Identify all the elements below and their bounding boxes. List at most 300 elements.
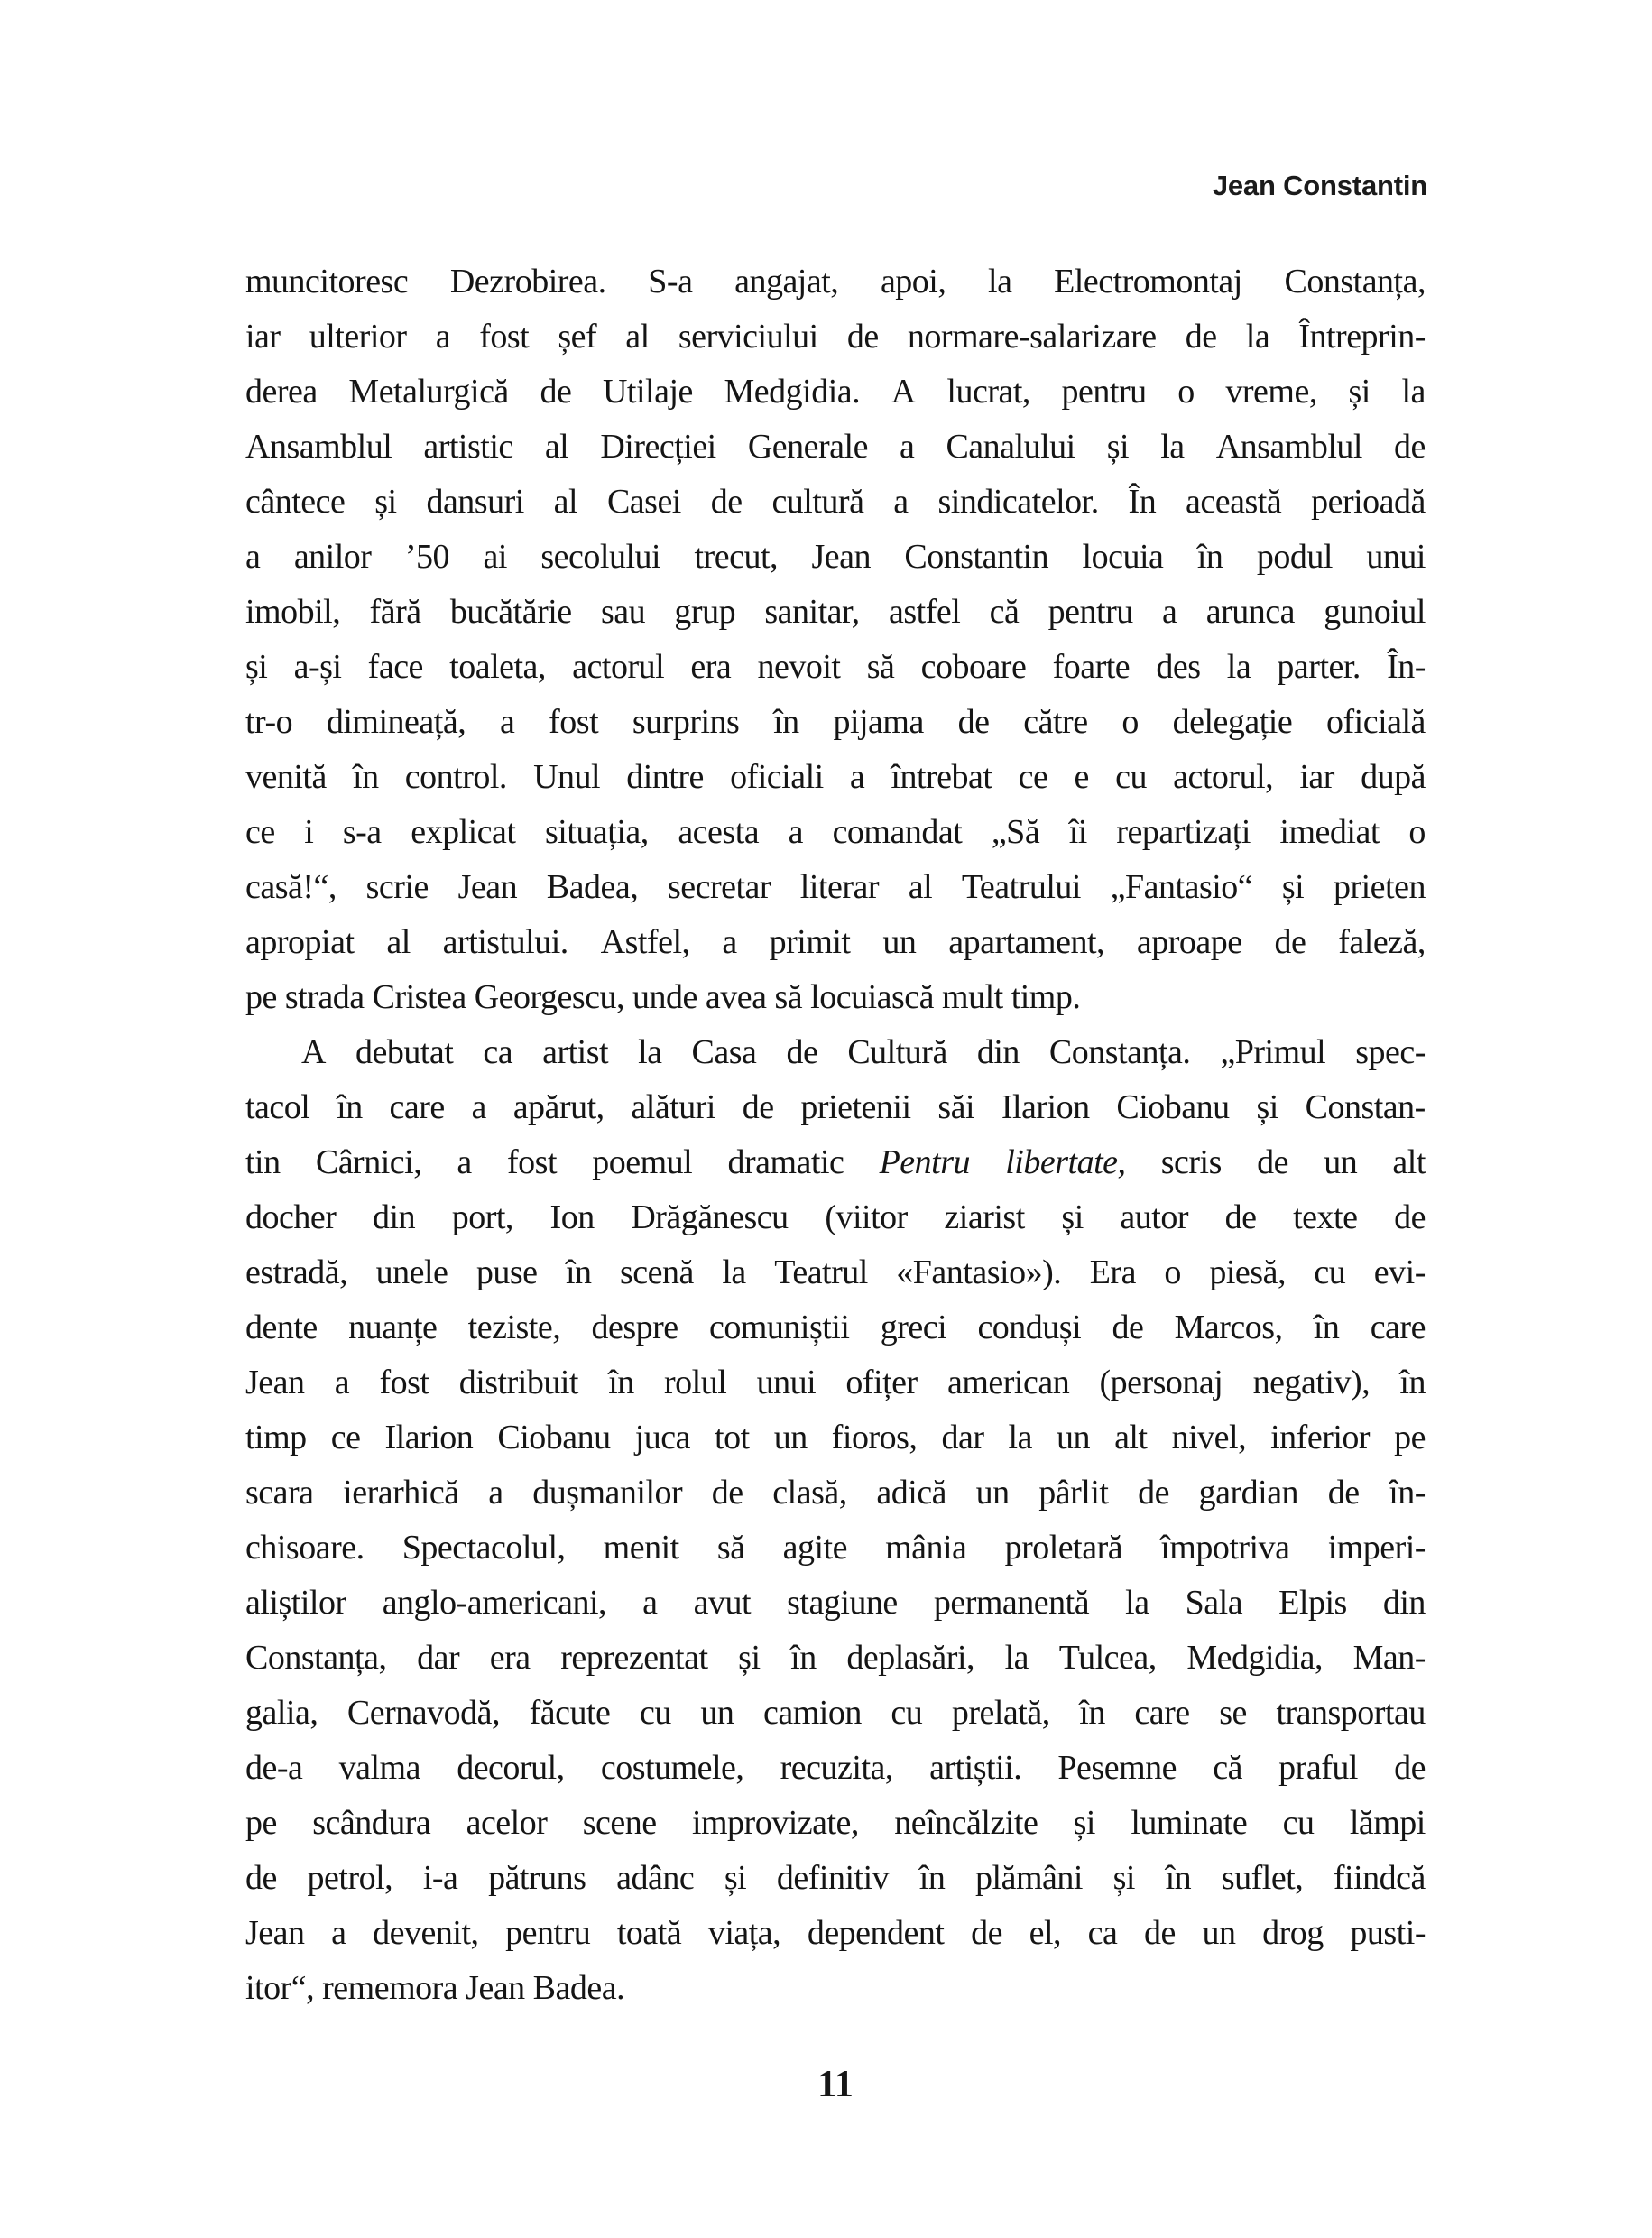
word: normare-salarizare bbox=[907, 318, 1157, 356]
word: În bbox=[1128, 483, 1157, 521]
word: pe bbox=[1394, 1419, 1426, 1457]
word: Medgidia. bbox=[724, 373, 861, 411]
word: îi bbox=[1068, 813, 1087, 851]
word: docher bbox=[245, 1198, 337, 1236]
word: lămpi bbox=[1349, 1804, 1426, 1842]
word: ulterior bbox=[309, 318, 407, 356]
word: la bbox=[1226, 648, 1251, 686]
word: și bbox=[1073, 1804, 1095, 1842]
word: camion bbox=[762, 1694, 862, 1732]
word: decorul, bbox=[457, 1749, 565, 1787]
word: sau bbox=[600, 593, 646, 631]
word: fost bbox=[549, 703, 599, 741]
word: o bbox=[1164, 1253, 1181, 1291]
word: artist bbox=[542, 1033, 609, 1071]
word: acesta bbox=[678, 813, 760, 851]
word: e bbox=[1074, 758, 1089, 796]
word: de bbox=[1394, 428, 1426, 466]
word: Pesemne bbox=[1057, 1749, 1177, 1787]
word: un bbox=[773, 1419, 808, 1457]
word: A bbox=[301, 1033, 326, 1071]
word: din bbox=[373, 1198, 416, 1236]
word: Constantin bbox=[904, 538, 1049, 576]
word: alt bbox=[1392, 1143, 1426, 1181]
word: piesă, bbox=[1209, 1253, 1286, 1291]
word: adică bbox=[876, 1474, 947, 1512]
word: în bbox=[337, 1088, 363, 1126]
word: Casa bbox=[691, 1033, 757, 1071]
word: Ansamblul bbox=[1215, 428, 1362, 466]
word: la bbox=[1125, 1584, 1149, 1622]
word: rolul bbox=[664, 1364, 727, 1401]
text-line bbox=[245, 805, 1426, 860]
word: a bbox=[1162, 593, 1177, 631]
word: a bbox=[488, 1474, 503, 1512]
word: de-a bbox=[245, 1749, 303, 1787]
word: Era bbox=[1089, 1253, 1136, 1291]
word: proletară bbox=[1004, 1529, 1123, 1567]
word: a bbox=[642, 1584, 658, 1622]
word: oficiali bbox=[730, 758, 824, 796]
word: fără bbox=[369, 593, 421, 631]
text-line bbox=[245, 1961, 1426, 2016]
word: trecut, bbox=[694, 538, 779, 576]
word: a bbox=[499, 703, 515, 741]
word: Cultură bbox=[847, 1033, 947, 1071]
word: făcute bbox=[529, 1694, 611, 1732]
word: port, bbox=[451, 1198, 513, 1236]
word: această bbox=[1186, 483, 1282, 521]
word: juca bbox=[634, 1419, 690, 1457]
word: în bbox=[1399, 1364, 1426, 1401]
word: cu bbox=[891, 1694, 923, 1732]
word: petrol, bbox=[307, 1859, 393, 1897]
word: gardian bbox=[1198, 1474, 1299, 1512]
word: Ion bbox=[549, 1198, 595, 1236]
word: cu bbox=[1115, 758, 1147, 796]
word: de bbox=[1224, 1198, 1257, 1236]
word: să bbox=[716, 1529, 745, 1567]
word: viața, bbox=[707, 1914, 781, 1952]
word: fost bbox=[379, 1364, 429, 1401]
text-line bbox=[245, 365, 1426, 420]
word: din bbox=[1382, 1584, 1426, 1622]
word: Pentru bbox=[879, 1143, 971, 1181]
word: anilor bbox=[293, 538, 372, 576]
word: Utilaje bbox=[602, 373, 693, 411]
word: evi- bbox=[1373, 1253, 1426, 1291]
word: a bbox=[331, 1914, 346, 1952]
word: după bbox=[1361, 758, 1426, 796]
word: aproape bbox=[1136, 923, 1242, 961]
word: recuzita, bbox=[780, 1749, 893, 1787]
word: puse bbox=[475, 1253, 538, 1291]
text-line bbox=[245, 1906, 1426, 1961]
word: distribuit bbox=[458, 1364, 578, 1401]
word: fiindcă bbox=[1333, 1859, 1426, 1897]
word: i bbox=[304, 813, 314, 851]
word: Generale bbox=[747, 428, 868, 466]
word: Astfel, bbox=[600, 923, 690, 961]
word: șef bbox=[558, 318, 597, 356]
text-line bbox=[245, 970, 1426, 1025]
text-line bbox=[245, 310, 1426, 365]
word: și bbox=[1348, 373, 1371, 411]
word: Medgidia, bbox=[1186, 1639, 1323, 1677]
word: cu bbox=[1282, 1804, 1315, 1842]
word: de bbox=[846, 318, 879, 356]
word: Badea, bbox=[546, 868, 639, 906]
word: dar bbox=[417, 1639, 460, 1677]
word: în bbox=[1165, 1859, 1192, 1897]
word: astfel bbox=[888, 593, 961, 631]
word: unui bbox=[756, 1364, 817, 1401]
text-line bbox=[245, 860, 1426, 915]
word: a-și bbox=[293, 648, 342, 686]
word: parter. bbox=[1277, 648, 1361, 686]
word: Spectacolul, bbox=[401, 1529, 566, 1567]
word: agite bbox=[782, 1529, 847, 1567]
word: și bbox=[245, 648, 268, 686]
word: scara bbox=[245, 1474, 314, 1512]
text-line bbox=[245, 695, 1426, 750]
word: (personaj bbox=[1099, 1364, 1223, 1401]
word: dramatic bbox=[727, 1143, 844, 1181]
word: Dezrobirea. bbox=[449, 263, 606, 301]
word: nivel, bbox=[1171, 1419, 1247, 1457]
word: prelată, bbox=[951, 1694, 1050, 1732]
word: alt bbox=[1114, 1419, 1148, 1457]
word: la bbox=[1401, 373, 1426, 411]
word: de bbox=[1112, 1309, 1144, 1346]
word: derea bbox=[245, 373, 318, 411]
word: S-a bbox=[648, 263, 693, 301]
word: în bbox=[1313, 1309, 1340, 1346]
word: că bbox=[989, 593, 1020, 631]
word: scrie bbox=[365, 868, 429, 906]
text-line bbox=[245, 1080, 1426, 1135]
word: improvizate, bbox=[691, 1804, 859, 1842]
word: Constan- bbox=[1305, 1088, 1426, 1126]
text-line bbox=[245, 1466, 1426, 1521]
word: pentru bbox=[1061, 373, 1147, 411]
word: „Fantasio“ bbox=[1110, 868, 1253, 906]
word: ce bbox=[330, 1419, 361, 1457]
text-line bbox=[245, 475, 1426, 530]
word: de bbox=[742, 1088, 774, 1126]
word: cu bbox=[639, 1694, 671, 1732]
word: greci bbox=[880, 1309, 947, 1346]
word: unele bbox=[375, 1253, 448, 1291]
word: Sala bbox=[1185, 1584, 1243, 1622]
word: apropiat bbox=[245, 923, 355, 961]
word: casă!“, bbox=[245, 868, 337, 906]
word: se bbox=[1219, 1694, 1247, 1732]
word: de bbox=[540, 373, 572, 411]
word: clasă, bbox=[772, 1474, 847, 1512]
word: surprins bbox=[632, 703, 740, 741]
word: fioros, bbox=[831, 1419, 918, 1457]
word: s-a bbox=[342, 813, 382, 851]
word: texte bbox=[1293, 1198, 1358, 1236]
word: Elpis bbox=[1278, 1584, 1347, 1622]
word: imediat bbox=[1279, 813, 1380, 851]
word: spec- bbox=[1355, 1033, 1426, 1071]
word: actorul bbox=[572, 648, 665, 686]
word: costumele, bbox=[600, 1749, 744, 1787]
word: a bbox=[722, 923, 737, 961]
word: dar bbox=[941, 1419, 984, 1457]
word: literar bbox=[799, 868, 879, 906]
word: transportau bbox=[1276, 1694, 1426, 1732]
word: (viitor bbox=[825, 1198, 908, 1236]
word: bucătărie bbox=[449, 593, 572, 631]
word: oficială bbox=[1326, 703, 1426, 741]
word: definitiv bbox=[776, 1859, 890, 1897]
word: pentru bbox=[1047, 593, 1133, 631]
word: și bbox=[374, 483, 397, 521]
word: în bbox=[918, 1859, 946, 1897]
word: explicat bbox=[411, 813, 516, 851]
word: de bbox=[1394, 1749, 1426, 1787]
word: ierarhică bbox=[343, 1474, 459, 1512]
word: un bbox=[975, 1474, 1010, 1512]
text-line bbox=[245, 1025, 1426, 1080]
word: în bbox=[790, 1639, 817, 1677]
word: de bbox=[1274, 923, 1306, 961]
word: la bbox=[722, 1253, 746, 1291]
word: teziste, bbox=[467, 1309, 561, 1346]
text-line bbox=[245, 1135, 1426, 1190]
word: la bbox=[1004, 1639, 1029, 1677]
word: pentru bbox=[505, 1914, 591, 1952]
text-line bbox=[245, 1300, 1426, 1355]
word: către bbox=[1023, 703, 1088, 741]
word: autor bbox=[1120, 1198, 1188, 1236]
word: în bbox=[1196, 538, 1223, 576]
word: dintre bbox=[626, 758, 704, 796]
word: acelor bbox=[466, 1804, 548, 1842]
running-head-author: Jean Constantin bbox=[1212, 170, 1427, 201]
word: perioadă bbox=[1311, 483, 1426, 521]
word: în- bbox=[1389, 1474, 1426, 1512]
word: Ansamblul bbox=[245, 428, 392, 466]
word: i-a bbox=[422, 1859, 458, 1897]
word: praful bbox=[1278, 1749, 1358, 1787]
word: permanentă bbox=[933, 1584, 1090, 1622]
word: poemul bbox=[592, 1143, 693, 1181]
text-line bbox=[245, 530, 1426, 585]
text-block bbox=[245, 254, 1426, 2016]
word: dansuri bbox=[426, 483, 524, 521]
word: tacol bbox=[245, 1088, 310, 1126]
word: a bbox=[245, 538, 261, 576]
word: În- bbox=[1387, 648, 1426, 686]
word: faleză, bbox=[1338, 923, 1426, 961]
word: aliștilor bbox=[245, 1584, 346, 1622]
word: al bbox=[386, 923, 411, 961]
word: dependent bbox=[807, 1914, 945, 1952]
word: comandat bbox=[832, 813, 963, 851]
word: Electromontaj bbox=[1054, 263, 1242, 301]
word: chisoare. bbox=[245, 1529, 365, 1567]
word: Jean bbox=[245, 1364, 305, 1401]
word: la bbox=[1008, 1419, 1032, 1457]
word: timp bbox=[245, 1419, 307, 1457]
text-line bbox=[245, 1741, 1426, 1796]
word: ce bbox=[1018, 758, 1048, 796]
word: galia, bbox=[245, 1694, 318, 1732]
word: care bbox=[1134, 1694, 1190, 1732]
word: a bbox=[471, 1088, 486, 1126]
word: sindicatelor. bbox=[937, 483, 1099, 521]
word: conduși bbox=[977, 1309, 1082, 1346]
word: valma bbox=[338, 1749, 420, 1787]
word: american bbox=[946, 1364, 1070, 1401]
word: al bbox=[908, 868, 933, 906]
word: actorul, bbox=[1173, 758, 1274, 796]
word: și bbox=[1112, 1859, 1135, 1897]
word: ca bbox=[483, 1033, 513, 1071]
word: „Primul bbox=[1220, 1033, 1326, 1071]
word: în bbox=[608, 1364, 634, 1401]
word: nuanțe bbox=[348, 1309, 438, 1346]
word: apărut, bbox=[512, 1088, 605, 1126]
word: grup bbox=[674, 593, 736, 631]
word: coboare bbox=[920, 648, 1027, 686]
word: un bbox=[1324, 1143, 1358, 1181]
word: și bbox=[1106, 428, 1130, 466]
word: Constanța, bbox=[245, 1639, 387, 1677]
word: artistului. bbox=[442, 923, 568, 961]
word: Man- bbox=[1352, 1639, 1426, 1677]
word: din bbox=[976, 1033, 1020, 1071]
word: Ciobanu bbox=[497, 1419, 611, 1457]
word: apartament, bbox=[948, 923, 1105, 961]
word: Ilarion bbox=[1001, 1088, 1090, 1126]
word: a bbox=[457, 1143, 472, 1181]
text-line bbox=[245, 1190, 1426, 1245]
word: Constanța. bbox=[1048, 1033, 1191, 1071]
word: Unul bbox=[533, 758, 601, 796]
word: Ciobanu bbox=[1116, 1088, 1230, 1126]
word: despre bbox=[591, 1309, 678, 1346]
word: de bbox=[711, 1474, 743, 1512]
word: sanitar, bbox=[764, 593, 860, 631]
word: reprezentat bbox=[560, 1639, 708, 1677]
word: de bbox=[1394, 1198, 1426, 1236]
word: tot bbox=[715, 1419, 750, 1457]
word: neîncălzite bbox=[894, 1804, 1038, 1842]
word: fost bbox=[507, 1143, 558, 1181]
word: locuia bbox=[1082, 538, 1164, 576]
word: el, bbox=[1029, 1914, 1062, 1952]
word: fost bbox=[479, 318, 530, 356]
word: un bbox=[1057, 1419, 1091, 1457]
word: inferior bbox=[1270, 1419, 1371, 1457]
word: în bbox=[353, 758, 379, 796]
word: în bbox=[1079, 1694, 1105, 1732]
word: o bbox=[1121, 703, 1139, 741]
word: cântece bbox=[245, 483, 346, 521]
word: nevoit bbox=[757, 648, 841, 686]
word: drog bbox=[1262, 1914, 1324, 1952]
word: la bbox=[1160, 428, 1185, 466]
word: comuniștii bbox=[708, 1309, 850, 1346]
word: Cernavodă, bbox=[346, 1694, 501, 1732]
word: pătruns bbox=[488, 1859, 586, 1897]
word: o bbox=[1408, 813, 1426, 851]
word: ca bbox=[1087, 1914, 1118, 1952]
word: care bbox=[389, 1088, 445, 1126]
word: prieten bbox=[1333, 868, 1426, 906]
word: lucrat, bbox=[946, 373, 1030, 411]
word: dușmanilor bbox=[532, 1474, 683, 1512]
word: ai bbox=[483, 538, 507, 576]
word: unui bbox=[1366, 538, 1426, 576]
word: a bbox=[334, 1364, 350, 1401]
word: a bbox=[893, 483, 909, 521]
word: a bbox=[788, 813, 804, 851]
word: avut bbox=[693, 1584, 752, 1622]
word: plămâni bbox=[975, 1859, 1083, 1897]
text-line bbox=[245, 750, 1426, 805]
page-number: 11 bbox=[817, 2064, 854, 2105]
word: scris bbox=[1160, 1143, 1222, 1181]
text-line bbox=[245, 585, 1426, 640]
text-line bbox=[245, 1410, 1426, 1466]
word: Teatrul bbox=[774, 1253, 868, 1291]
word: repartizați bbox=[1116, 813, 1251, 851]
word: pijama bbox=[833, 703, 924, 741]
word: iar bbox=[1299, 758, 1334, 796]
word: scenă bbox=[620, 1253, 694, 1291]
word: și bbox=[738, 1639, 761, 1677]
word: serviciului bbox=[678, 318, 818, 356]
word: imobil, bbox=[245, 593, 341, 631]
word: întrebat bbox=[891, 758, 992, 796]
text-line bbox=[245, 1245, 1426, 1300]
word: primit bbox=[769, 923, 851, 961]
text-segment: itor“, rememora Jean Badea. bbox=[245, 1969, 625, 2007]
word: prietenii bbox=[800, 1088, 911, 1126]
word: Ilarion bbox=[384, 1419, 474, 1457]
text-line bbox=[245, 420, 1426, 475]
word: și bbox=[1281, 868, 1305, 906]
text-line bbox=[245, 1521, 1426, 1576]
word: care bbox=[1370, 1309, 1426, 1346]
text-segment: pe strada Cristea Georgescu, unde avea să locuiască mult timp. bbox=[245, 978, 1081, 1016]
word: cultură bbox=[771, 483, 864, 521]
word: Direcției bbox=[600, 428, 716, 466]
word: alături bbox=[631, 1088, 715, 1126]
word: a bbox=[849, 758, 865, 796]
word: ’50 bbox=[404, 538, 450, 576]
word: Casei bbox=[606, 483, 681, 521]
word: estradă, bbox=[245, 1253, 348, 1291]
word: tin bbox=[245, 1143, 281, 1181]
word: tr-o bbox=[245, 703, 293, 741]
word: anglo-americani, bbox=[382, 1584, 607, 1622]
word: mânia bbox=[885, 1529, 967, 1567]
word: de bbox=[1144, 1914, 1176, 1952]
word: A bbox=[891, 373, 916, 411]
word: să bbox=[866, 648, 895, 686]
word: la bbox=[988, 263, 1012, 301]
word: Întreprin- bbox=[1298, 318, 1426, 356]
word: Constanța, bbox=[1284, 263, 1426, 301]
word: foarte bbox=[1052, 648, 1131, 686]
